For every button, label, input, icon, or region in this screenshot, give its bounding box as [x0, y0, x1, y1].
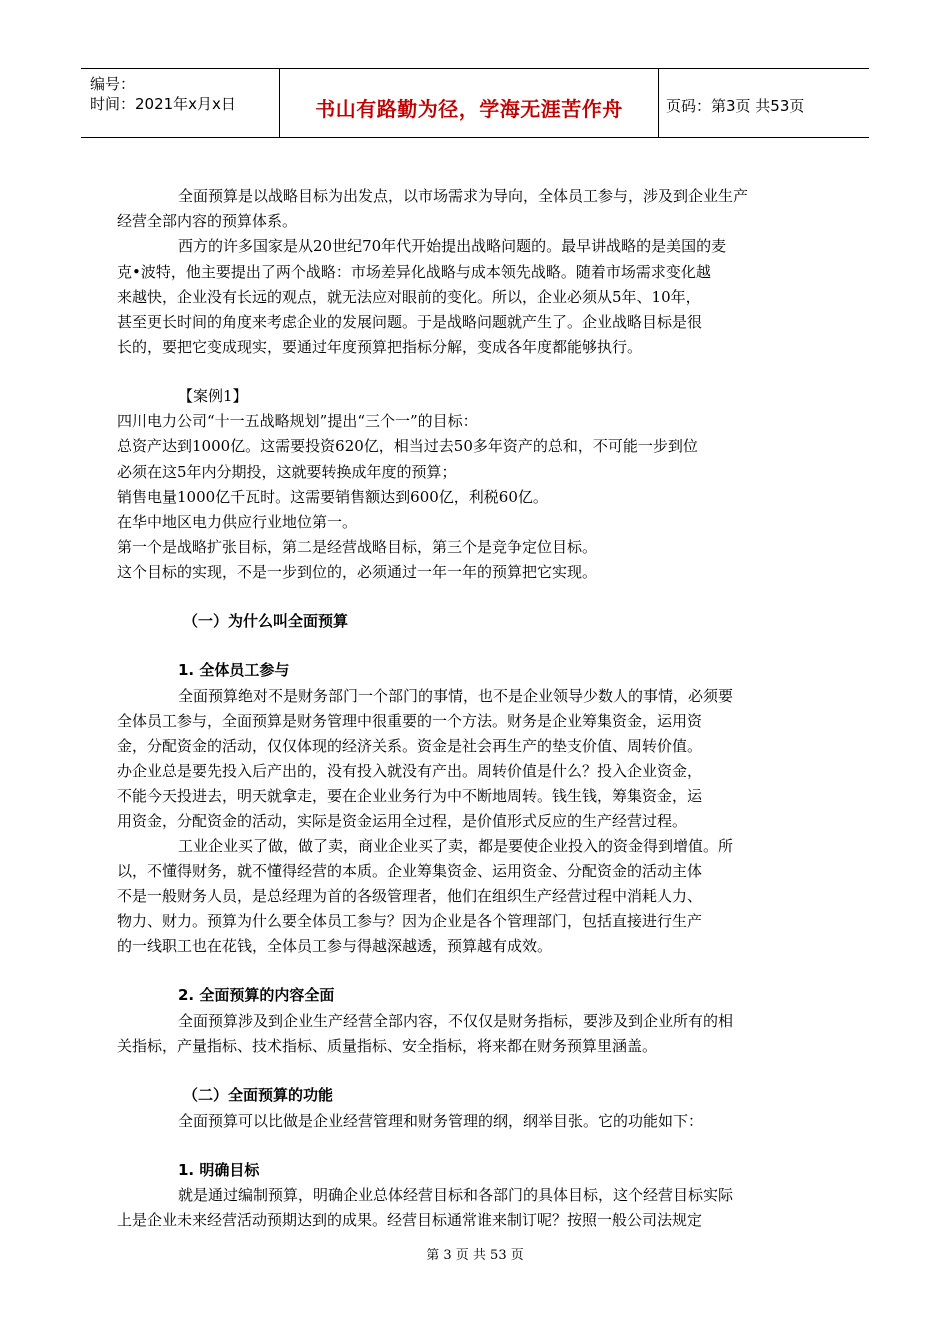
paragraph-line: 全面预算涉及到企业生产经营全部内容，不仅仅是财务指标，要涉及到企业所有的相 — [178, 1012, 734, 1030]
paragraph-line: 全面预算可以比做是企业经营管理和财务管理的纲，纲举目张。它的功能如下： — [178, 1112, 704, 1130]
paragraph-line: 不是一般财务人员，是总经理为首的各级管理者，他们在组织生产经营过程中消耗人力、 — [117, 887, 703, 905]
case-line: 第一个是战略扩张目标，第二是经营战略目标，第三个是竞争定位目标。 — [117, 538, 598, 556]
subsection-heading: 2. 全面预算的内容全面 — [178, 986, 335, 1004]
paragraph-line: 工业企业买了做，做了卖，商业企业买了卖，都是要使企业投入的资金得到增值。所 — [178, 837, 734, 855]
case-line: 销售电量1000亿千瓦时。这需要销售额达到600亿，利税60亿。 — [117, 488, 548, 506]
paragraph-line: 甚至更长时间的角度来考虑企业的发展问题。于是战略问题就产生了。企业战略目标是很 — [117, 313, 703, 331]
paragraph-line: 全体员工参与，全面预算是财务管理中很重要的一个方法。财务是企业筹集资金，运用资 — [117, 712, 703, 730]
paragraph-line: 全面预算绝对不是财务部门一个部门的事情，也不是企业领导少数人的事情，必须要 — [178, 687, 734, 705]
paragraph-line: 的一线职工也在花钱，全体员工参与得越深越透，预算越有成效。 — [117, 937, 553, 955]
time-label: 时间：2021年x月x日 — [90, 95, 236, 113]
header-motto — [280, 69, 659, 137]
case-line: 这个目标的实现，不是一步到位的，必须通过一年一年的预算把它实现。 — [117, 563, 598, 581]
paragraph-line: 克•波特，他主要提出了两个战略：市场差异化战略与成本领先战略。随着市场需求变化越 — [117, 263, 711, 281]
paragraph-line: 全面预算是以战略目标为出发点，以市场需求为导向，全体员工参与，涉及到企业生产 — [178, 187, 749, 205]
motto-text: 书山有路勤为径，学海无涯苦作舟 — [315, 97, 623, 121]
paragraph-line: 就是通过编制预算，明确企业总体经营目标和各部门的具体目标，这个经营目标实际 — [178, 1186, 734, 1204]
paragraph-line: 办企业总是要先投入后产出的，没有投入就没有产出。周转价值是什么？投入企业资金， — [117, 762, 703, 780]
paragraph-line: 关指标，产量指标、技术指标、质量指标、安全指标，将来都在财务预算里涵盖。 — [117, 1037, 658, 1055]
case-line: 总资产达到1000亿。这需要投资620亿，相当过去50多年资产的总和，不可能一步到位 — [117, 437, 698, 455]
page-info-text: 页码：第3页 共53页 — [666, 97, 805, 115]
case-line: 四川电力公司“十一五战略规划”提出“三个一”的目标： — [117, 412, 478, 430]
page-footer: 第 3 页 共 53 页 — [426, 1248, 524, 1263]
paragraph-line: 西方的许多国家是从20世纪70年代开始提出战略问题的。最早讲战略的是美国的麦 — [178, 237, 727, 255]
page-header — [81, 68, 869, 138]
paragraph-line: 以，不懂得财务，就不懂得经营的本质。企业筹集资金、运用资金、分配资金的活动主体 — [117, 862, 703, 880]
paragraph-line: 用资金，分配资金的活动，实际是资金运用全过程，是价值形式反应的生产经营过程。 — [117, 812, 688, 830]
header-meta — [81, 69, 280, 137]
number-label: 编号： — [90, 75, 136, 93]
paragraph-line: 长的，要把它变成现实，要通过年度预算把指标分解，变成各年度都能够执行。 — [117, 338, 643, 356]
case-line: 必须在这5年内分期投，这就要转换成年度的预算； — [117, 463, 457, 481]
header-page-info — [659, 69, 869, 137]
case-line: 在华中地区电力供应行业地位第一。 — [117, 513, 358, 531]
paragraph-line: 来越快，企业没有长远的观点，就无法应对眼前的变化。所以，企业必须从5年、10年， — [117, 288, 701, 306]
paragraph-line: 不能今天投进去，明天就拿走，要在企业业务行为中不断地周转。钱生钱，筹集资金，运 — [117, 787, 703, 805]
section-heading: （二）全面预算的功能 — [183, 1086, 334, 1104]
paragraph-line: 金，分配资金的活动，仅仅体现的经济关系。资金是社会再生产的垫支价值、周转价值。 — [117, 737, 703, 755]
paragraph-line: 物力、财力。预算为什么要全体员工参与？因为企业是各个管理部门，包括直接进行生产 — [117, 912, 703, 930]
paragraph-line: 经营全部内容的预算体系。 — [117, 212, 298, 230]
section-heading: （一）为什么叫全面预算 — [183, 612, 349, 630]
case-title: 【案例1】 — [178, 387, 248, 405]
subsection-heading: 1. 明确目标 — [178, 1161, 260, 1179]
paragraph-line: 上是企业未来经营活动预期达到的成果。经营目标通常谁来制订呢？按照一般公司法规定 — [117, 1211, 703, 1229]
subsection-heading: 1. 全体员工参与 — [178, 661, 290, 679]
